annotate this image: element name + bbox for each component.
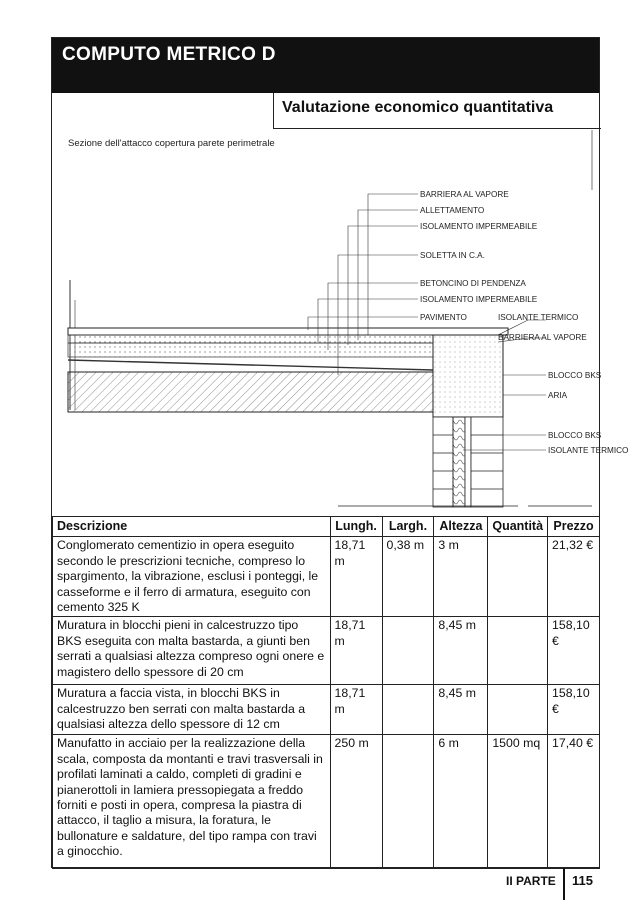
label-isolante-termico: ISOLANTE TERMICO: [498, 313, 579, 322]
cell-largh: [382, 685, 434, 735]
label-isolante-termico-2: ISOLANTE TERMICO: [548, 446, 629, 455]
label-blocco-bks: BLOCCO BKS: [548, 371, 602, 380]
subtitle-box: [273, 93, 601, 129]
header-quantita: Quantità: [488, 517, 548, 537]
cell-altezza: 3 m: [434, 537, 488, 617]
cell-lungh: 18,71 m: [330, 685, 382, 735]
table-row: [53, 735, 600, 869]
page-frame: [51, 37, 629, 868]
cell-descrizione: Muratura a faccia vista, in blocchi BKS in calcestruzzo ben serrati con malta bastarda a qualsiasi altezza dello spessore di 12 cm: [53, 685, 331, 735]
cell-lungh: 18,71 m: [330, 617, 382, 685]
cell-largh: [382, 617, 434, 685]
header-lungh: Lungh.: [330, 517, 382, 537]
cell-prezzo: 158,10 €: [548, 617, 600, 685]
label-betoncino: BETONCINO DI PENDENZA: [420, 279, 526, 288]
header-prezzo: Prezzo: [548, 517, 600, 537]
drawing-caption: Sezione dell'attacco copertura parete perimetrale: [68, 138, 275, 149]
cell-altezza: 8,45 m: [434, 617, 488, 685]
cell-prezzo: 21,32 €: [548, 537, 600, 617]
label-aria: ARIA: [548, 391, 568, 400]
cell-quantita: [488, 537, 548, 617]
page-title: COMPUTO METRICO D: [62, 44, 276, 65]
label-barriera-vapore: BARRIERA AL VAPORE: [420, 190, 509, 199]
cell-altezza: 8,45 m: [434, 685, 488, 735]
wall-section: [433, 417, 503, 507]
cell-quantita: 1500 mq: [488, 735, 548, 869]
label-blocco-bks-2: BLOCCO BKS: [548, 431, 602, 440]
header-descrizione: Descrizione: [53, 517, 331, 537]
header-largh: Largh.: [382, 517, 434, 537]
cell-lungh: 18,71 m: [330, 537, 382, 617]
page-number: 115: [572, 873, 593, 888]
cell-descrizione: Muratura in blocchi pieni in calcestruzzo tipo BKS eseguita con malta bastarda, a giunti ben serrati a qualsiasi altezza compreso ogni onere e magistero dello spessore di 20 cm: [53, 617, 331, 685]
pavimento-layer: [68, 328, 508, 335]
isolamento-layer: [68, 335, 433, 343]
soletta-layer: [68, 372, 433, 412]
cell-lungh: 250 m: [330, 735, 382, 869]
cell-descrizione: Conglomerato cementizio in opera eseguito secondo le prescrizioni tecniche, compreso lo spargimento, la vibrazione, esclusi i ponteggi, le casseforme e il ferro di armatura, eseguito con cemento 325 K: [53, 537, 331, 617]
label-isolamento-impermeabile: ISOLAMENTO IMPERMEABILE: [420, 222, 538, 231]
header-bar: [52, 38, 599, 93]
label-allettamento: ALLETTAMENTO: [420, 206, 485, 215]
footer-part: II PARTE: [506, 874, 556, 888]
label-soletta: SOLETTA IN C.A.: [420, 251, 485, 260]
label-pavimento: PAVIMENTO: [420, 313, 467, 322]
cell-descrizione: Manufatto in acciaio per la realizzazione della scala, composta da montanti e travi trasversali in profilati laminati a caldo, completi di gradini e pianerottoli in lamiera pressopiegata a freddo forniti e posti in opera, compresa la piastra di attacco, il taglio a misura, la foratura, le bullonature e saldature, del tipo rampa con travi a ginocchio.: [53, 735, 331, 869]
cell-prezzo: 17,40 €: [548, 735, 600, 869]
page-subtitle: Valutazione economico quantitativa: [282, 99, 554, 116]
label-isolamento-impermeabile-2: ISOLAMENTO IMPERMEABILE: [420, 295, 538, 304]
table-row: [53, 685, 600, 735]
cell-largh: [382, 735, 434, 869]
cell-quantita: [488, 685, 548, 735]
header-altezza: Altezza: [434, 517, 488, 537]
cell-altezza: 6 m: [434, 735, 488, 869]
cell-prezzo: 158,10 €: [548, 685, 600, 735]
betoncino-layer: [68, 343, 433, 357]
table-row: [53, 537, 600, 617]
cell-quantita: [488, 617, 548, 685]
footer-divider: [563, 868, 565, 900]
cost-table: [52, 516, 600, 869]
label-barriera-vapore-2: BARRIERA AL VAPORE: [498, 333, 587, 342]
cell-largh: 0,38 m: [382, 537, 434, 617]
table-header-row: [53, 517, 600, 537]
section-drawing: [58, 130, 629, 514]
table-row: [53, 617, 600, 685]
